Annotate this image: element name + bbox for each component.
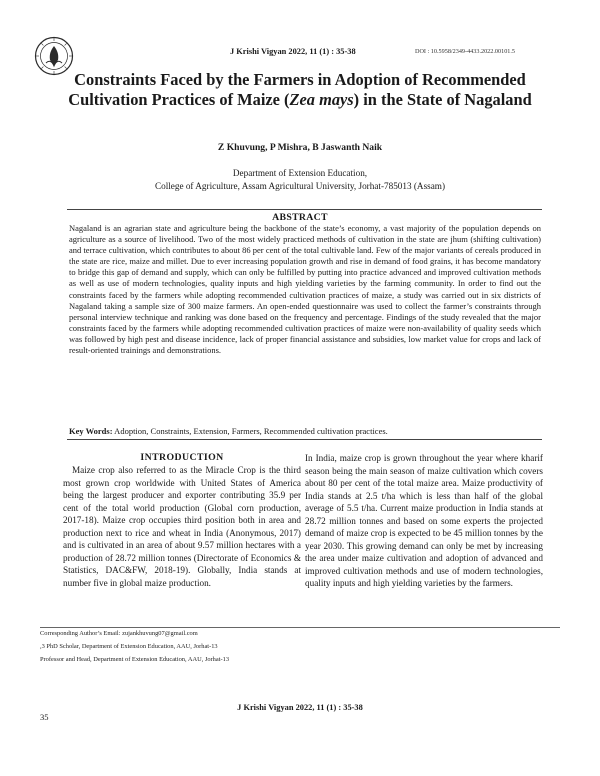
- introduction-left-column: Maize crop also referred to as the Miracle Crop is the third most grown crop worldwide with United States of America being the largest producer and exporter contributing 35.9 per cent of the total world production (Global corn production, 2017-18). Maize crop occupies third position both in area and production next to rice and wheat in India (Anonymous, 2017) and is cultivated in an area of about 9.57 million hectares with a production of 28.72 million tonnes (Directorate of Economics & Statistics, DAC&FW, 2018-19). Globally, India stands at number five in global maize production.: [63, 465, 301, 588]
- footnote-email: Corresponding Author’s Email: zujankhuvung07@gmail.com: [40, 630, 198, 637]
- doi-label: DOI : 10.5958/2349-4433.2022.00101.5: [415, 48, 516, 55]
- author-list: Z Khuvung, P Mishra, B Jaswanth Naik: [217, 142, 383, 153]
- footnote-1: ,3 PhD Scholar, Department of Extension Education, AAU, Jorhat-13: [40, 643, 218, 650]
- page-number: 35: [40, 712, 49, 722]
- abstract-top-rule: [67, 209, 542, 210]
- footnote-rule: [40, 627, 560, 628]
- introduction-heading: INTRODUCTION: [140, 452, 224, 463]
- title-part-1: Constraints Faced by the Farmers in Adoption of Recommended Cultivation Practices of Maize (: [68, 70, 526, 109]
- title-species: Zea mays: [289, 90, 354, 109]
- keywords-label: Key Words:: [69, 426, 113, 436]
- affiliation: [40, 167, 560, 192]
- keywords: [69, 426, 541, 437]
- footnote-2: Professor and Head, Department of Extension Education, AAU, Jorhat-13: [40, 656, 230, 663]
- keywords-text: Adoption, Constraints, Extension, Farmers, Recommended cultivation practices.: [112, 426, 388, 436]
- abstract-text: Nagaland is an agrarian state and agriculture being the backbone of the state’s economy, a vast majority of the population depends on agriculture as a source of livelihood. Two of the most widely practiced methods of cultivation in the state are jhum (shifting cultivation) and terrace cultivation, which contributes to about 86 per cent of the total cultivable land. Few of the major variants of cereals produced in the state are rice, maize and millet. Due to ever increasing population growth and rise in demand of food grains, it has become mandatory to bridge this gap of demand and supply, which can only be fulfilled by putting into practice advanced and improved cultivation methods as well as use of modern technologies, quality inputs and high yielding varieties by the farming community. In order to find out the constraints faced by the farmers while adopting recommended cultivation practices of maize, a study was carried out in six districts of Nagaland taking a sample size of 300 maize farmers. An open-ended questionnaire was used to collect the farmer’s constraints through personal interview technique and ranking was done based on the frequency and percentage. Findings of the study revealed that the major constraints faced by the farmers while adopting recommended cultivation practices of maize were non-availability of quality seeds which was followed by high pest and disease incidence, lack of proper financial assistance and subsidies, low market value for crops and lack of result-oriented trainings and demonstrations.: [69, 223, 541, 356]
- affiliation-line-2: College of Agriculture, Assam Agricultural University, Jorhat-785013 (Assam): [154, 180, 446, 191]
- affiliation-line-1: Department of Extension Education,: [232, 168, 368, 178]
- footer-journal: J Krishi Vigyan 2022, 11 (1) : 35-38: [237, 703, 363, 712]
- abstract-bottom-rule: [67, 439, 542, 440]
- paper-title: [40, 70, 560, 110]
- abstract-heading: ABSTRACT: [272, 212, 328, 223]
- introduction-right-column: In India, maize crop is grown throughout the year where kharif season being the main season of maize cultivation which covers about 80 per cent of the total maize area. Maize productivity of India stands at 2.5 t/ha which is less than half of the global average of 5.5 t/ha. Current maize production in India stands at 28.72 million tonnes and based on some experts the projected demand of maize crop is expected to be 45 million tonnes by the year 2030. This growing demand can only be met by increasing the area under maize cultivation and adoption of advanced and improved cultivation methods and use of modern technologies, quality inputs and high yielding varieties by the farmers.: [305, 453, 543, 588]
- title-part-2: ) in the State of Nagaland: [353, 90, 532, 109]
- journal-header: J Krishi Vigyan 2022, 11 (1) : 35-38: [230, 47, 356, 56]
